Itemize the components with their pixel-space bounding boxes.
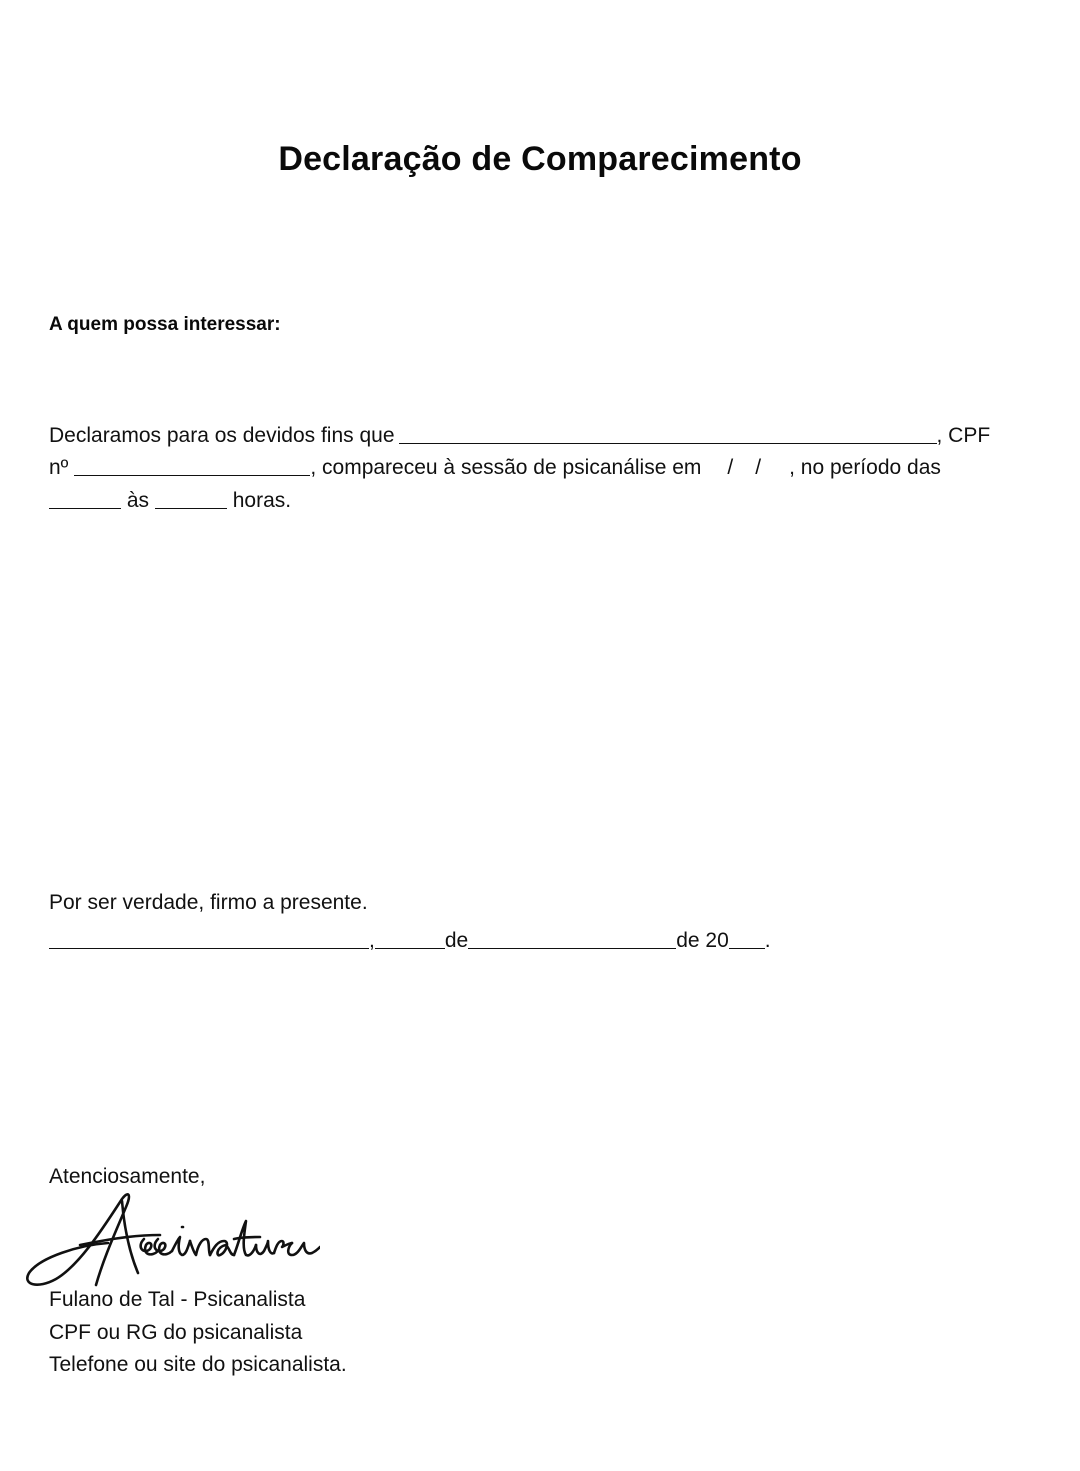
date-separator-2: / <box>755 456 762 479</box>
month-blank <box>468 928 676 949</box>
end-time-blank <box>155 488 227 509</box>
place-date-line <box>49 926 771 953</box>
date-separator-1: / <box>727 456 734 479</box>
body-line-1-text: Declaramos para os devidos fins que <box>49 424 395 447</box>
document-title: Declaração de Comparecimento <box>278 140 802 178</box>
signature-graphic <box>20 1185 320 1300</box>
body-line-3 <box>49 486 291 513</box>
body-line-3-mid: às <box>126 489 150 512</box>
salutation: A quem possa interessar: <box>49 314 281 335</box>
start-time-blank <box>49 488 121 509</box>
year-blank <box>729 928 765 949</box>
signer-id: CPF ou RG do psicanalista <box>49 1321 303 1344</box>
body-line-2-mid: , compareceu à sessão de psicanálise em <box>310 456 702 479</box>
day-blank <box>375 928 445 949</box>
truth-statement: Por ser verdade, firmo a presente. <box>49 891 368 914</box>
body-line-1 <box>49 421 990 448</box>
body-line-1-end: , CPF <box>936 424 991 447</box>
place-date-de-2: de 20 <box>676 929 729 952</box>
body-line-2-end: , no período das <box>789 456 941 479</box>
handwritten-signature <box>20 1185 320 1300</box>
place-date-comma: , <box>369 929 375 952</box>
body-line-2 <box>49 453 941 480</box>
body-line-3-end: horas. <box>232 489 292 512</box>
regards: Atenciosamente, <box>49 1165 206 1188</box>
body-line-2-start: nº <box>49 456 69 479</box>
place-date-de-1: de <box>444 929 469 952</box>
signer-contact: Telefone ou site do psicanalista. <box>49 1353 347 1376</box>
place-date-end: . <box>764 929 771 952</box>
signer-name: Fulano de Tal - Psicanalista <box>49 1288 306 1311</box>
name-blank <box>399 423 937 444</box>
city-blank <box>49 928 369 949</box>
cpf-blank <box>74 455 310 476</box>
